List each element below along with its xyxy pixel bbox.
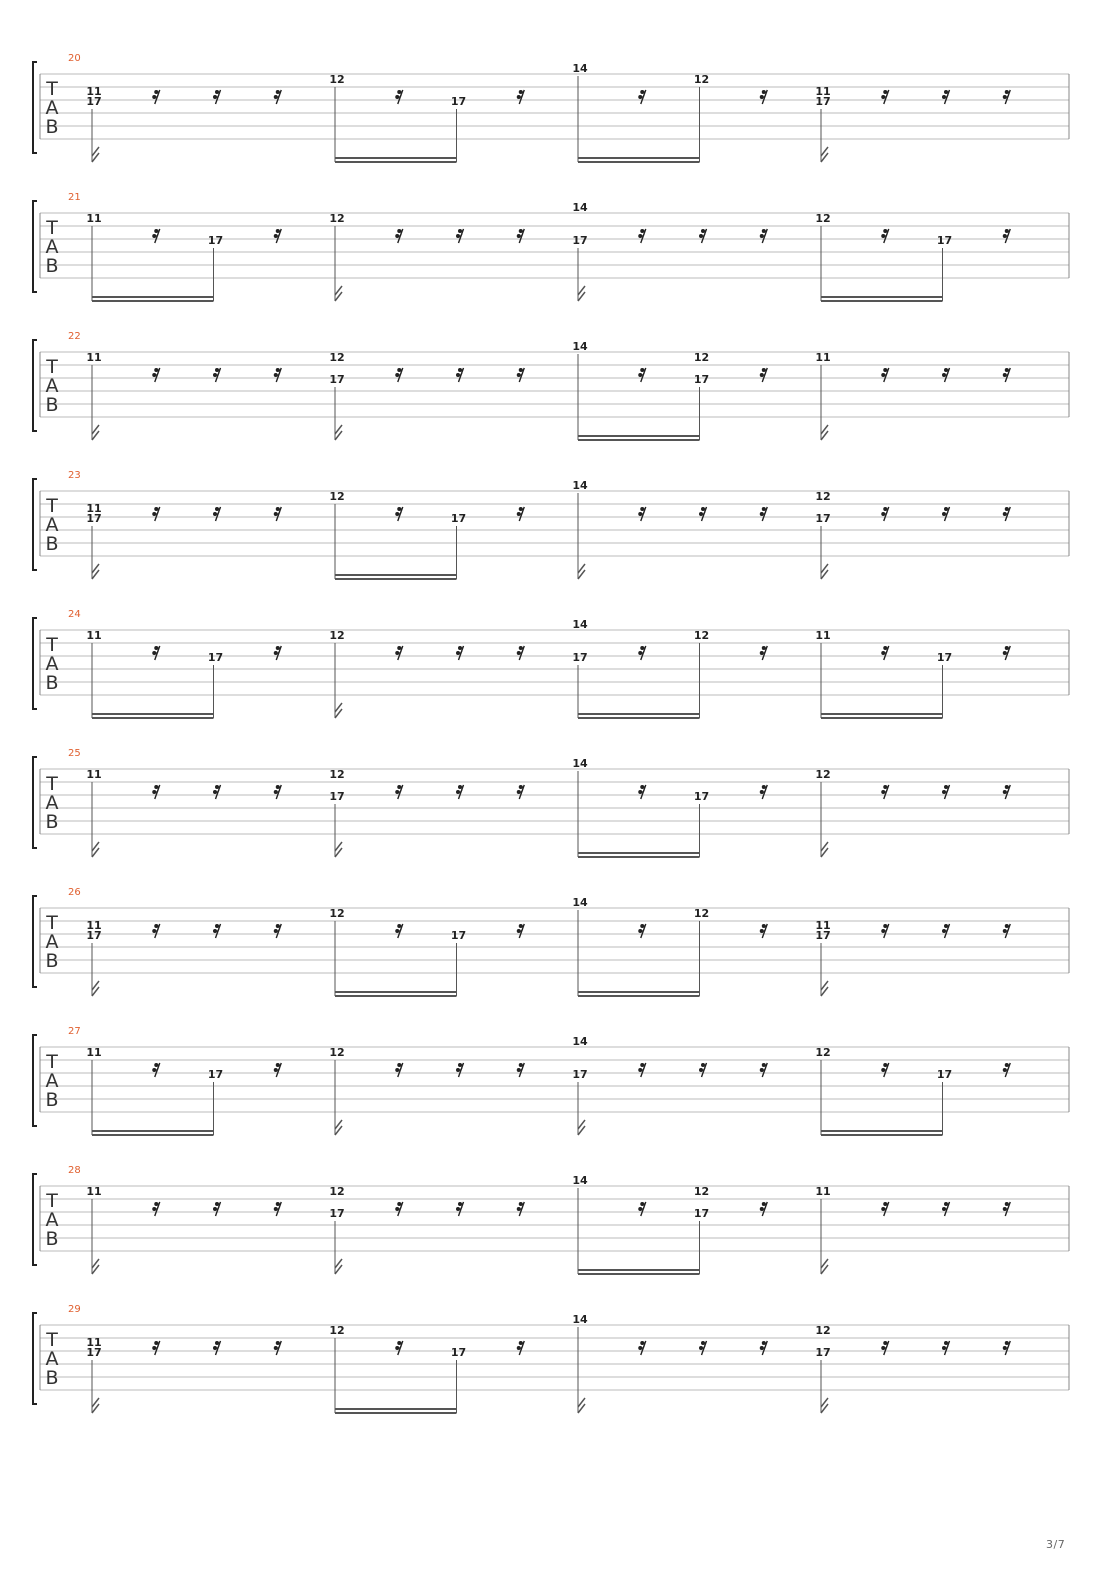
tab-clef-letter-t: T (46, 912, 58, 934)
measure-number: 28 (68, 1165, 81, 1176)
system-bracket (33, 757, 37, 848)
sixteenth-rest (213, 90, 221, 104)
note-flag (92, 147, 99, 162)
fret-number: 11 (86, 1185, 102, 1198)
note-flag (821, 1398, 828, 1413)
sixteenth-rest (395, 924, 403, 938)
fret-number: 11 (815, 85, 831, 98)
fret-number: 11 (86, 1336, 102, 1349)
system-bracket (33, 896, 37, 987)
sixteenth-rest (274, 368, 282, 382)
sixteenth-rest (517, 229, 525, 243)
fret-number: 17 (936, 651, 953, 664)
sixteenth-rest (1003, 1202, 1011, 1216)
system-bracket (33, 340, 37, 431)
tab-system-22 (33, 331, 1069, 441)
sixteenth-rest (274, 646, 282, 660)
note-flag (335, 286, 342, 301)
note-beam (821, 1130, 943, 1132)
tab-clef-letter-t: T (46, 495, 58, 517)
sixteenth-rest (942, 368, 950, 382)
note-beam (821, 296, 943, 298)
sixteenth-rest (517, 368, 525, 382)
note-beam (578, 1273, 700, 1275)
sixteenth-rest (699, 1341, 707, 1355)
sixteenth-rest (517, 1202, 525, 1216)
tab-clef-letter-a: A (45, 236, 59, 258)
fret-number: 11 (815, 351, 831, 364)
system-bracket (33, 1174, 37, 1265)
tab-system-25 (33, 748, 1069, 858)
fret-number: 17 (450, 1346, 467, 1359)
note-beam (578, 852, 700, 854)
sixteenth-rest (395, 646, 403, 660)
fret-number: 17 (693, 1207, 710, 1220)
note-flag (821, 1259, 828, 1274)
tab-clef-letter-t: T (46, 1329, 58, 1351)
fret-number: 17 (450, 512, 467, 525)
note-beam (335, 157, 457, 159)
fret-number: 12 (693, 351, 710, 364)
fret-number: 11 (86, 919, 102, 932)
note-beam (578, 435, 700, 437)
note-beam (335, 578, 457, 580)
note-flag (92, 564, 99, 579)
sixteenth-rest (760, 90, 768, 104)
tab-clef-letter-t: T (46, 634, 58, 656)
tab-clef-letter-a: A (45, 653, 59, 675)
sixteenth-rest (760, 507, 768, 521)
fret-number: 11 (86, 85, 102, 98)
tab-clef-letter-t: T (46, 1190, 58, 1212)
tab-clef-letter-t: T (46, 1051, 58, 1073)
note-flag (578, 1120, 585, 1135)
tab-clef-letter-a: A (45, 514, 59, 536)
sixteenth-rest (456, 1202, 464, 1216)
sixteenth-rest (456, 785, 464, 799)
fret-number: 17 (207, 234, 224, 247)
measure-number: 27 (68, 1026, 81, 1037)
sixteenth-rest (1003, 368, 1011, 382)
measure-number: 29 (68, 1304, 81, 1315)
fret-number: 14 (572, 479, 588, 492)
fret-number: 14 (572, 1174, 588, 1187)
sixteenth-rest (760, 1063, 768, 1077)
fret-number: 17 (815, 95, 831, 108)
sixteenth-rest (517, 507, 525, 521)
fret-number: 17 (450, 95, 467, 108)
fret-number: 11 (86, 502, 102, 515)
measure-number: 21 (68, 192, 81, 203)
sixteenth-rest (1003, 1341, 1011, 1355)
fret-number: 17 (86, 95, 102, 108)
fret-number: 17 (329, 790, 345, 803)
note-flag (92, 842, 99, 857)
tab-clef-letter-b: B (45, 811, 59, 833)
system-bracket (33, 618, 37, 709)
sixteenth-rest (274, 785, 282, 799)
fret-number: 14 (572, 757, 588, 770)
sixteenth-rest (638, 90, 646, 104)
fret-number: 12 (815, 1324, 831, 1337)
sixteenth-rest (1003, 90, 1011, 104)
sixteenth-rest (517, 924, 525, 938)
note-beam (335, 574, 457, 576)
sixteenth-rest (638, 785, 646, 799)
tab-clef-letter-b: B (45, 1367, 59, 1389)
note-beam (92, 296, 214, 298)
sixteenth-rest (881, 1063, 889, 1077)
tab-clef-letter-b: B (45, 394, 59, 416)
sixteenth-rest (638, 1341, 646, 1355)
sixteenth-rest (213, 924, 221, 938)
fret-number: 12 (693, 629, 710, 642)
page-number: 3/7 (1046, 1538, 1066, 1551)
system-bracket (33, 201, 37, 292)
sixteenth-rest (942, 1341, 950, 1355)
sixteenth-rest (881, 1202, 889, 1216)
note-beam (335, 1408, 457, 1410)
fret-number: 12 (815, 490, 831, 503)
sixteenth-rest (395, 507, 403, 521)
sixteenth-rest (213, 785, 221, 799)
fret-number: 17 (936, 234, 953, 247)
note-beam (335, 991, 457, 993)
note-beam (92, 717, 214, 719)
sixteenth-rest (638, 1202, 646, 1216)
sixteenth-rest (942, 785, 950, 799)
note-beam (92, 1134, 214, 1136)
note-beam (578, 991, 700, 993)
sixteenth-rest (395, 1341, 403, 1355)
fret-number: 12 (693, 73, 710, 86)
tab-system-23 (33, 470, 1069, 580)
sixteenth-rest (517, 646, 525, 660)
sixteenth-rest (274, 229, 282, 243)
note-beam (578, 713, 700, 715)
fret-number: 17 (329, 373, 345, 386)
fret-number: 17 (207, 651, 224, 664)
measure-number: 26 (68, 887, 81, 898)
fret-number: 14 (572, 62, 588, 75)
note-beam (578, 856, 700, 858)
fret-number: 11 (86, 1046, 102, 1059)
sixteenth-rest (274, 1341, 282, 1355)
system-bracket (33, 1313, 37, 1404)
sixteenth-rest (942, 1202, 950, 1216)
measure-number: 22 (68, 331, 81, 342)
sixteenth-rest (881, 646, 889, 660)
note-flag (335, 1259, 342, 1274)
fret-number: 17 (693, 373, 710, 386)
note-flag (578, 286, 585, 301)
sixteenth-rest (152, 785, 160, 799)
note-flag (335, 842, 342, 857)
measure-number: 24 (68, 609, 81, 620)
note-beam (335, 161, 457, 163)
sixteenth-rest (881, 90, 889, 104)
sixteenth-rest (638, 229, 646, 243)
tab-system-29 (33, 1304, 1069, 1414)
sixteenth-rest (881, 507, 889, 521)
fret-number: 12 (329, 73, 345, 86)
tab-system-27 (33, 1026, 1069, 1136)
sixteenth-rest (395, 90, 403, 104)
fret-number: 12 (693, 907, 710, 920)
sixteenth-rest (152, 1202, 160, 1216)
note-beam (92, 1130, 214, 1132)
tab-clef-letter-t: T (46, 217, 58, 239)
sixteenth-rest (152, 368, 160, 382)
sixteenth-rest (395, 229, 403, 243)
sixteenth-rest (274, 507, 282, 521)
note-flag (821, 981, 828, 996)
sixteenth-rest (395, 368, 403, 382)
sixteenth-rest (152, 1341, 160, 1355)
note-beam (821, 717, 943, 719)
sixteenth-rest (213, 1341, 221, 1355)
fret-number: 12 (329, 212, 345, 225)
sixteenth-rest (881, 368, 889, 382)
sixteenth-rest (638, 646, 646, 660)
fret-number: 17 (572, 1068, 588, 1081)
fret-number: 11 (86, 629, 102, 642)
sixteenth-rest (760, 1341, 768, 1355)
sixteenth-rest (395, 1202, 403, 1216)
note-beam (578, 439, 700, 441)
note-beam (335, 995, 457, 997)
sixteenth-rest (760, 229, 768, 243)
note-flag (335, 1120, 342, 1135)
tab-clef-letter-b: B (45, 116, 59, 138)
tab-clef-letter-a: A (45, 1348, 59, 1370)
note-flag (578, 1398, 585, 1413)
measure-number: 25 (68, 748, 81, 759)
fret-number: 12 (329, 1046, 345, 1059)
tab-clef-letter-t: T (46, 356, 58, 378)
sixteenth-rest (881, 1341, 889, 1355)
sixteenth-rest (274, 90, 282, 104)
measure-number: 20 (68, 53, 81, 64)
fret-number: 17 (86, 1346, 102, 1359)
sixteenth-rest (213, 507, 221, 521)
sixteenth-rest (456, 368, 464, 382)
sixteenth-rest (1003, 229, 1011, 243)
tab-clef-letter-b: B (45, 533, 59, 555)
sixteenth-rest (395, 785, 403, 799)
tab-system-28 (33, 1165, 1069, 1275)
note-beam (578, 157, 700, 159)
fret-number: 12 (329, 351, 345, 364)
sixteenth-rest (1003, 785, 1011, 799)
fret-number: 12 (815, 768, 831, 781)
tab-clef-letter-a: A (45, 1070, 59, 1092)
note-flag (821, 425, 828, 440)
fret-number: 14 (572, 1313, 588, 1326)
note-flag (92, 425, 99, 440)
sixteenth-rest (760, 1202, 768, 1216)
sixteenth-rest (699, 507, 707, 521)
note-flag (335, 703, 342, 718)
tab-clef-letter-b: B (45, 672, 59, 694)
fret-number: 17 (86, 512, 102, 525)
sixteenth-rest (517, 90, 525, 104)
note-flag (821, 564, 828, 579)
sixteenth-rest (152, 646, 160, 660)
sixteenth-rest (395, 1063, 403, 1077)
fret-number: 17 (86, 929, 102, 942)
fret-number: 11 (86, 768, 102, 781)
sixteenth-rest (517, 1341, 525, 1355)
sixteenth-rest (942, 924, 950, 938)
fret-number: 11 (86, 212, 102, 225)
sixteenth-rest (638, 1063, 646, 1077)
tab-clef-letter-a: A (45, 375, 59, 397)
sixteenth-rest (152, 924, 160, 938)
fret-number: 12 (693, 1185, 710, 1198)
sixteenth-rest (942, 507, 950, 521)
sixteenth-rest (699, 1063, 707, 1077)
tab-clef-letter-t: T (46, 78, 58, 100)
sixteenth-rest (152, 507, 160, 521)
system-bracket (33, 62, 37, 153)
sixteenth-rest (456, 646, 464, 660)
sixteenth-rest (152, 90, 160, 104)
note-beam (821, 713, 943, 715)
note-beam (578, 995, 700, 997)
note-flag (92, 981, 99, 996)
sixteenth-rest (881, 229, 889, 243)
tab-system-26 (33, 887, 1069, 997)
sixteenth-rest (517, 1063, 525, 1077)
sixteenth-rest (1003, 646, 1011, 660)
fret-number: 12 (815, 212, 831, 225)
sixteenth-rest (760, 785, 768, 799)
fret-number: 17 (572, 234, 588, 247)
tab-system-20 (33, 53, 1069, 163)
system-bracket (33, 1035, 37, 1126)
fret-number: 12 (329, 1324, 345, 1337)
note-beam (821, 1134, 943, 1136)
fret-number: 12 (329, 907, 345, 920)
sixteenth-rest (456, 229, 464, 243)
fret-number: 17 (693, 790, 710, 803)
fret-number: 12 (329, 768, 345, 781)
tab-clef-letter-t: T (46, 773, 58, 795)
fret-number: 11 (86, 351, 102, 364)
sixteenth-rest (881, 924, 889, 938)
note-flag (92, 1398, 99, 1413)
fret-number: 14 (572, 896, 588, 909)
fret-number: 17 (329, 1207, 345, 1220)
fret-number: 17 (815, 512, 831, 525)
fret-number: 12 (329, 1185, 345, 1198)
note-flag (578, 564, 585, 579)
fret-number: 14 (572, 618, 588, 631)
sixteenth-rest (638, 924, 646, 938)
note-flag (821, 842, 828, 857)
sixteenth-rest (152, 1063, 160, 1077)
sixteenth-rest (213, 368, 221, 382)
note-beam (821, 300, 943, 302)
fret-number: 12 (815, 1046, 831, 1059)
sixteenth-rest (699, 229, 707, 243)
fret-number: 11 (815, 629, 831, 642)
note-beam (335, 1412, 457, 1414)
sixteenth-rest (517, 785, 525, 799)
note-beam (578, 161, 700, 163)
fret-number: 17 (207, 1068, 224, 1081)
sixteenth-rest (1003, 924, 1011, 938)
fret-number: 12 (329, 490, 345, 503)
fret-number: 14 (572, 340, 588, 353)
fret-number: 17 (936, 1068, 953, 1081)
sixteenth-rest (760, 924, 768, 938)
note-beam (92, 300, 214, 302)
sixteenth-rest (456, 1063, 464, 1077)
sixteenth-rest (1003, 507, 1011, 521)
fret-number: 17 (815, 1346, 831, 1359)
tab-clef-letter-a: A (45, 97, 59, 119)
sixteenth-rest (152, 229, 160, 243)
note-flag (335, 425, 342, 440)
measure-number: 23 (68, 470, 81, 481)
fret-number: 11 (815, 919, 831, 932)
tab-clef-letter-b: B (45, 255, 59, 277)
note-beam (578, 717, 700, 719)
sixteenth-rest (760, 646, 768, 660)
tab-clef-letter-b: B (45, 1089, 59, 1111)
sixteenth-rest (881, 785, 889, 799)
tab-clef-letter-a: A (45, 1209, 59, 1231)
sixteenth-rest (942, 90, 950, 104)
note-flag (821, 147, 828, 162)
sixteenth-rest (274, 1202, 282, 1216)
tab-clef-letter-b: B (45, 950, 59, 972)
fret-number: 17 (572, 651, 588, 664)
sixteenth-rest (213, 1202, 221, 1216)
sixteenth-rest (1003, 1063, 1011, 1077)
tab-clef-letter-a: A (45, 931, 59, 953)
tab-clef-letter-a: A (45, 792, 59, 814)
fret-number: 17 (450, 929, 467, 942)
sixteenth-rest (638, 368, 646, 382)
fret-number: 12 (329, 629, 345, 642)
tab-clef-letter-b: B (45, 1228, 59, 1250)
fret-number: 17 (815, 929, 831, 942)
note-beam (578, 1269, 700, 1271)
fret-number: 14 (572, 201, 588, 214)
system-bracket (33, 479, 37, 570)
fret-number: 11 (815, 1185, 831, 1198)
note-beam (92, 713, 214, 715)
sixteenth-rest (274, 924, 282, 938)
sixteenth-rest (760, 368, 768, 382)
sixteenth-rest (274, 1063, 282, 1077)
tab-system-21 (33, 192, 1069, 302)
sixteenth-rest (638, 507, 646, 521)
tab-system-24 (33, 609, 1069, 719)
note-flag (92, 1259, 99, 1274)
fret-number: 14 (572, 1035, 588, 1048)
